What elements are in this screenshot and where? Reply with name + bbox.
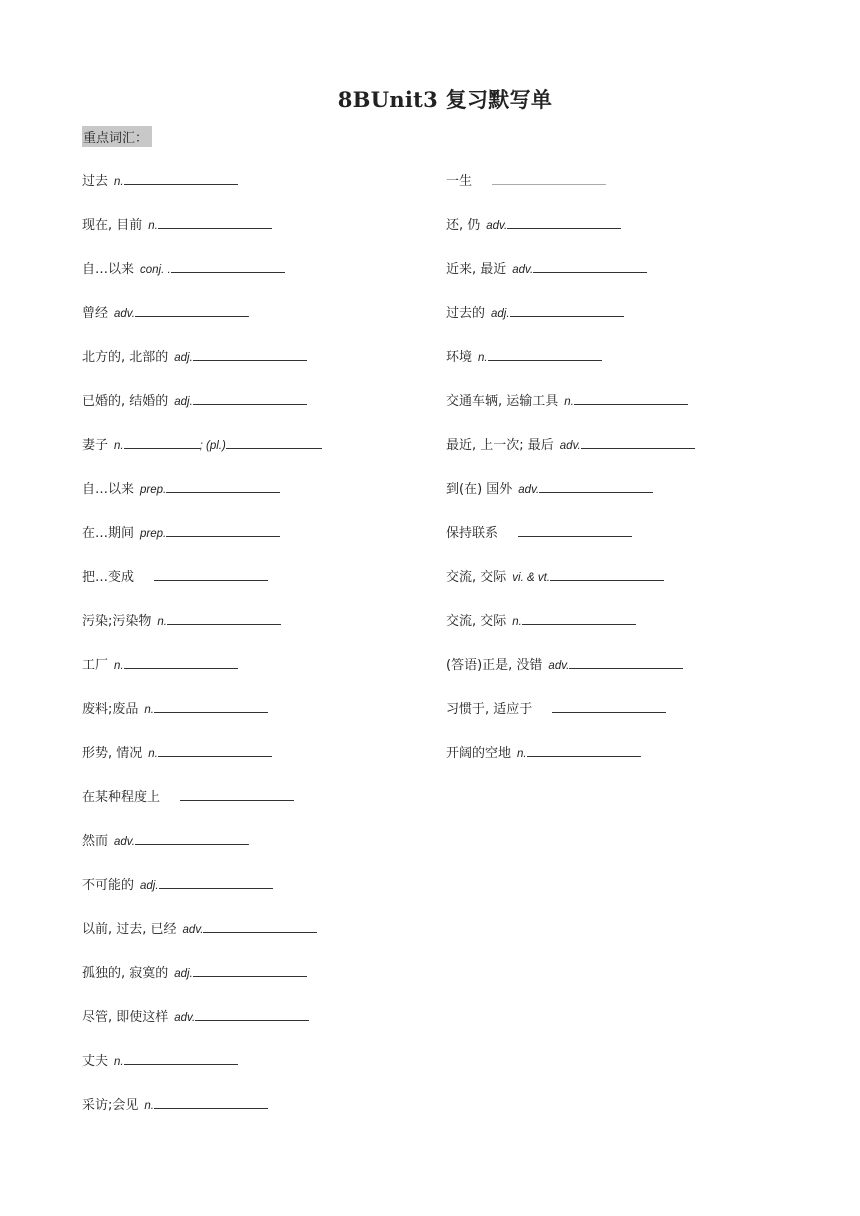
answer-blank[interactable] [522,612,636,625]
answer-blank[interactable] [193,392,307,405]
answer-blank[interactable] [180,788,294,801]
entry-chinese: 现在, 目前 [82,218,143,233]
entry-pos: adv. [559,440,581,452]
answer-blank[interactable] [158,216,272,229]
vocab-entry [82,304,322,348]
answer-blank[interactable] [552,700,666,713]
vocab-entry [446,744,695,788]
section-label: 重点词汇： [82,126,152,147]
vocab-entry [82,172,322,216]
entry-chinese: 交流, 交际 [446,614,507,629]
entry-chinese: 污染;污染物 [82,614,152,629]
answer-blank[interactable] [166,524,280,537]
vocab-entry [446,392,695,436]
vocab-entry [446,700,695,744]
entry-pos: n. [144,1100,154,1112]
entry-chinese: 在…期间 [82,526,135,541]
answer-blank[interactable] [518,524,632,537]
entry-chinese: 在某种程度上 [82,790,161,805]
answer-blank[interactable] [124,436,200,449]
entry-pos: n. [148,220,158,232]
answer-blank[interactable] [135,304,249,317]
entry-pos: adv. [548,660,570,672]
answer-blank[interactable] [159,876,273,889]
entry-chinese: 自…以来 [82,262,135,277]
vocab-entry [82,1052,322,1096]
entry-pos: adj. [174,968,193,980]
left-vocab-column [82,172,322,1140]
answer-blank[interactable] [135,832,249,845]
vocab-entry [82,876,322,920]
entry-pos: n. [114,176,124,188]
vocab-entry [82,216,322,260]
entry-chinese: 采访;会见 [82,1098,139,1113]
entry-pos: adv. [486,220,508,232]
entry-chinese: 丈夫 [82,1054,109,1069]
vocab-entry [82,568,322,612]
entry-chinese: 保持联系 [446,526,499,541]
vocab-entry [82,1008,322,1052]
right-vocab-column [446,172,695,788]
answer-blank[interactable] [203,920,317,933]
entry-chinese: 最近, 上一次; 最后 [446,438,554,453]
vocab-entry [446,172,695,216]
answer-blank[interactable] [550,568,664,581]
entry-pos: adv. [512,264,534,276]
entry-pos: n. [564,396,574,408]
entry-chinese: 孤独的, 寂寞的 [82,966,169,981]
entry-chinese: 开阔的空地 [446,746,512,761]
answer-blank[interactable] [124,172,238,185]
vocab-entry [446,304,695,348]
answer-blank[interactable] [569,656,683,669]
entry-pos: adv. [518,484,540,496]
entry-chinese: 废料;废品 [82,702,139,717]
entry-chinese: 交通车辆, 运输工具 [446,394,559,409]
entry-pos: n. [148,748,158,760]
vocab-entry [446,524,695,568]
answer-blank[interactable] [492,172,606,185]
entry-chinese: 习惯于, 适应于 [446,702,533,717]
vocab-entry [82,348,322,392]
entry-pos: n. [478,352,488,364]
entry-chinese: 还, 仍 [446,218,481,233]
entry-pos: adj. [140,880,159,892]
answer-blank[interactable] [166,480,280,493]
entry-pos: n. [512,616,522,628]
vocab-entry [446,568,695,612]
entry-pos: n. [114,440,124,452]
entry-chinese: 过去 [82,174,109,189]
page-title: 8BUnit3 复习默写单 [337,87,553,112]
entry-chinese: 形势, 情况 [82,746,143,761]
answer-blank[interactable] [574,392,688,405]
entry-pos: prep. [140,484,167,496]
entry-chinese: 北方的, 北部的 [82,350,169,365]
vocab-entry [82,612,322,656]
answer-blank[interactable] [124,656,238,669]
vocab-entry [82,392,322,436]
entry-pos: adj. [174,352,193,364]
vocab-entry [446,436,695,480]
answer-blank[interactable] [488,348,602,361]
vocab-entry [82,1096,322,1140]
entry-chinese: 尽管, 即使这样 [82,1010,169,1025]
vocab-entry [446,216,695,260]
vocab-entry [82,920,322,964]
entry-chinese: 交流, 交际 [446,570,507,585]
entry-pos: adv. [182,924,204,936]
entry-pos: adv. [174,1012,196,1024]
vocab-entry [82,744,322,788]
entry-pos: vi. & vt. [512,572,550,584]
answer-blank[interactable] [510,304,624,317]
vocab-entry [446,480,695,524]
answer-blank[interactable] [154,700,268,713]
answer-blank[interactable] [167,612,281,625]
answer-blank[interactable] [527,744,641,757]
answer-blank[interactable] [507,216,621,229]
answer-blank[interactable] [539,480,653,493]
entry-pos: n. [157,616,167,628]
answer-blank[interactable] [124,1052,238,1065]
answer-blank[interactable] [581,436,695,449]
vocab-entry [82,524,322,568]
entry-pos: adv. [114,836,135,848]
entry-chinese: 已婚的, 结婚的 [82,394,169,409]
entry-chinese: 把…变成 [82,570,135,585]
entry-chinese: 过去的 [446,306,486,321]
entry-chinese: 近来, 最近 [446,262,507,277]
entry-chinese: 然而 [82,834,109,849]
entry-pos: conj. . [140,264,171,276]
vocab-entry [82,788,322,832]
vocab-entry [446,348,695,392]
vocab-entry [446,656,695,700]
entry-chinese: 到(在) 国外 [446,482,513,497]
vocab-entry [82,260,322,304]
entry-chinese: 自…以来 [82,482,135,497]
entry-pos: adv. [114,308,135,320]
entry-chinese: (答语)正是, 没错 [446,658,543,673]
entry-pos-plural: ; (pl.) [199,440,226,452]
answer-blank[interactable] [154,568,268,581]
entry-pos: n. [114,660,124,672]
entry-chinese: 妻子 [82,438,109,453]
vocab-entry [82,964,322,1008]
entry-pos: n. [114,1056,124,1068]
answer-blank[interactable] [533,260,647,273]
answer-blank[interactable] [193,348,307,361]
vocab-entry [82,436,322,480]
entry-pos: n. [517,748,527,760]
entry-chinese: 不可能的 [82,878,135,893]
entry-chinese: 曾经 [82,306,109,321]
vocab-entry [446,612,695,656]
entry-chinese: 工厂 [82,658,109,673]
vocab-entry [82,700,322,744]
vocab-entry [446,260,695,304]
entry-chinese: 以前, 过去, 已经 [82,922,177,937]
answer-blank[interactable] [171,260,285,273]
entry-pos: adj. [174,396,193,408]
answer-blank-plural[interactable] [226,436,322,449]
answer-blank[interactable] [154,1096,268,1109]
entry-chinese: 一生 [446,174,473,189]
answer-blank[interactable] [158,744,272,757]
vocab-entry [82,480,322,524]
answer-blank[interactable] [195,1008,309,1021]
vocab-entry [82,656,322,700]
entry-pos: adj. [491,308,510,320]
entry-chinese: 环境 [446,350,473,365]
answer-blank[interactable] [193,964,307,977]
entry-pos: n. [144,704,154,716]
entry-pos: prep. [140,528,167,540]
vocab-entry [82,832,322,876]
